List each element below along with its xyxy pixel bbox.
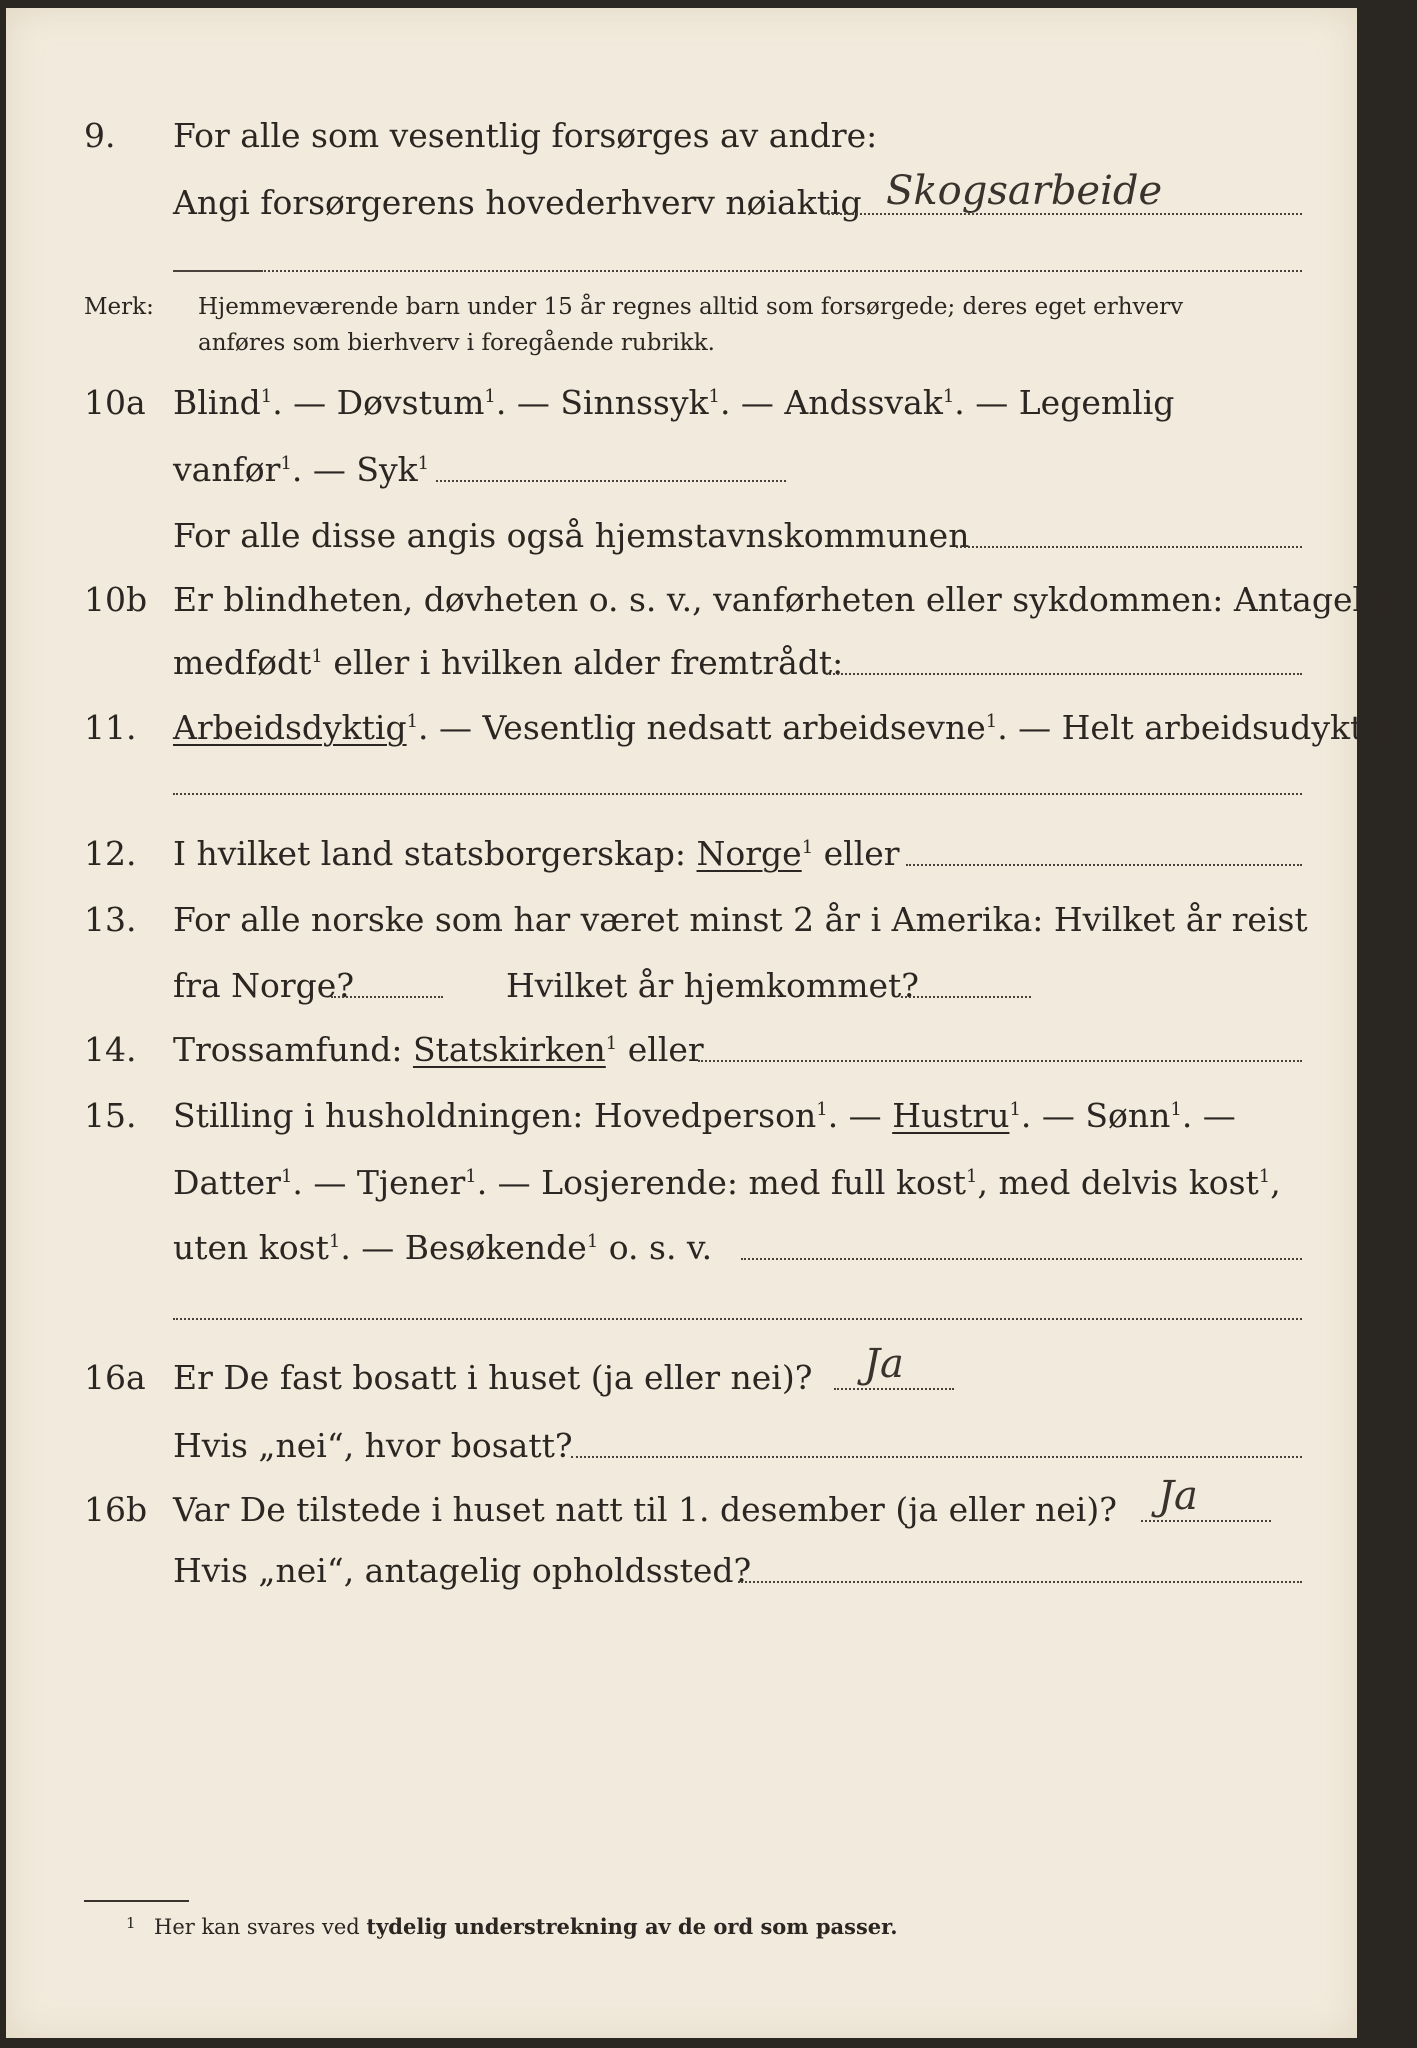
question-number: 10a	[84, 383, 146, 422]
question-text: Hvis „nei“, antagelig opholdssted?	[173, 1551, 752, 1590]
underlined-answer: Statskirken	[412, 1030, 606, 1069]
answer-line	[826, 673, 1302, 675]
underlined-answer: Hustru	[892, 1096, 1010, 1135]
census-form-page	[6, 8, 1417, 2038]
question-text: Datter$^1$. — Tjener$^1$. — Losjerende: med full kost$^1$, med delvis kost$^1$,	[173, 1163, 1281, 1202]
question-text: Blind$^1$. — Døvstum$^1$. — Sinnssyk$^1$. — Andssvak$^1$. — Legemlig	[173, 383, 1175, 422]
note-label: Merk:	[84, 294, 154, 320]
underlined-answer: Arbeidsdyktig	[173, 708, 407, 747]
question-text: medfødt$^1$ eller i hvilken alder fremtrådt:	[173, 643, 844, 682]
answer-line	[331, 996, 443, 998]
answer-line	[173, 270, 1302, 272]
answer-line	[1141, 1520, 1271, 1522]
question-text: Hvis „nei“, hvor bosatt?	[173, 1426, 573, 1465]
question-text: For alle norske som har været minst 2 år i Amerika: Hvilket år reist	[173, 900, 1308, 939]
question-text: For alle disse angis også hjemstavnskommunen	[173, 516, 970, 555]
question-text: Stilling i husholdningen: Hovedperson$^1$. — Hustru$^1$. — Sønn$^1$. —	[173, 1096, 1236, 1135]
footnote-text: Her kan svares ved tydelig understrekning av de ord som passer.	[154, 1914, 898, 1939]
question-text: fra Norge?	[173, 966, 355, 1005]
answer-line	[906, 864, 1302, 866]
question-text: Var De tilstede i huset natt til 1. desember (ja eller nei)?	[173, 1490, 1117, 1529]
question-text: I hvilket land statsborgerskap: Norge$^1$ eller	[173, 834, 900, 873]
answer-line	[173, 1318, 1302, 1320]
question-number: 14.	[84, 1030, 137, 1069]
question-text: Arbeidsdyktig$^1$. — Vesentlig nedsatt arbeidsevne$^1$. — Helt arbeidsudyktig$^1$.	[173, 708, 1417, 747]
answer-line	[901, 996, 1031, 998]
handwritten-answer: Ja	[1158, 1473, 1198, 1519]
footnote-rule	[84, 1900, 189, 1902]
question-number: 13.	[84, 900, 137, 939]
question-text: Trossamfund: Statskirken$^1$ eller	[173, 1030, 704, 1069]
question-number: 10b	[84, 580, 148, 619]
question-text: vanfør$^1$. — Syk$^1$	[173, 450, 430, 489]
answer-line	[436, 480, 786, 482]
answer-line	[956, 546, 1302, 548]
question-number: 9.	[84, 116, 116, 155]
separator-line	[173, 270, 263, 272]
question-text: Angi forsørgerens hovederhverv nøiaktig	[173, 183, 862, 222]
question-number: 16b	[84, 1490, 148, 1529]
answer-line	[173, 793, 1302, 795]
note-text: Hjemmeværende barn under 15 år regnes alltid som forsørgede; deres eget erhverv	[198, 294, 1184, 320]
answer-line	[738, 1581, 1302, 1583]
note-text: anføres som bierhverv i foregående rubrikk.	[198, 330, 715, 356]
question-text: Er De fast bosatt i huset (ja eller nei)?	[173, 1358, 813, 1397]
question-number: 16a	[84, 1358, 146, 1397]
question-text: For alle som vesentlig forsørges av andre:	[173, 116, 878, 155]
question-number: 15.	[84, 1096, 137, 1135]
answer-line	[698, 1060, 1302, 1062]
question-number: 11.	[84, 708, 137, 747]
answer-line	[834, 1388, 954, 1390]
question-text: Er blindheten, døvheten o. s. v., vanførheten eller sykdommen: Antagelig	[173, 580, 1395, 619]
footnote-mark: 1	[126, 1914, 136, 1932]
underlined-answer: Norge	[696, 834, 802, 873]
handwritten-answer: Skogsarbeide	[886, 168, 1163, 214]
question-number: 12.	[84, 834, 137, 873]
question-text: Hvilket år hjemkommet?	[506, 966, 919, 1005]
answer-line	[571, 1456, 1302, 1458]
handwritten-answer: Ja	[864, 1341, 904, 1387]
answer-line	[741, 1258, 1302, 1260]
question-text: uten kost$^1$. — Besøkende$^1$ o. s. v.	[173, 1228, 713, 1267]
